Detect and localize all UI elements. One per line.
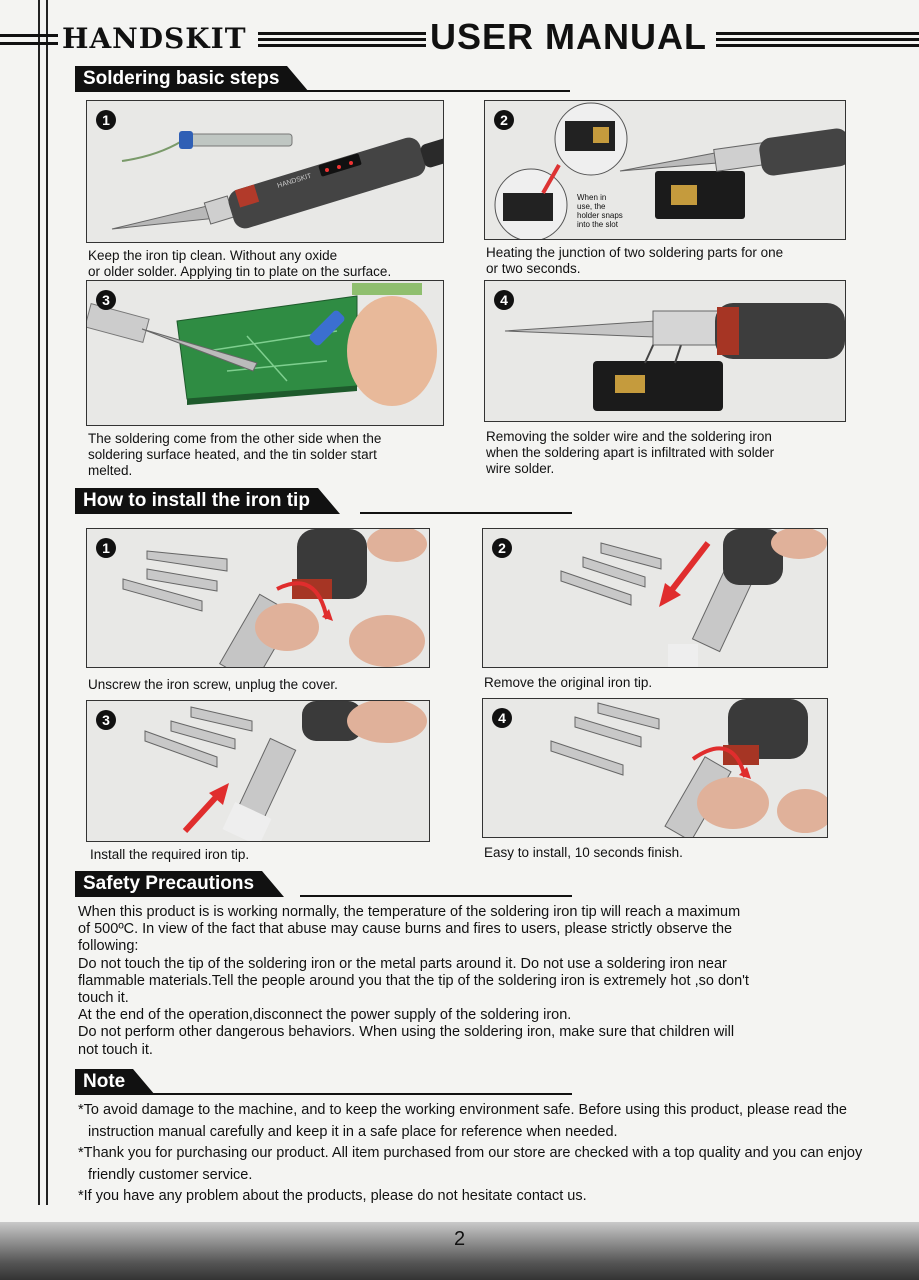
step-image-2 (484, 100, 846, 240)
safety-text (78, 904, 893, 1059)
step-caption (486, 245, 783, 277)
step-caption: Easy to install, 10 seconds finish. (484, 845, 683, 860)
note-item: *To avoid damage to the machine, and to keep the working environment safe. Before using this product, please read the instruction manual carefully and keep it in a safe place for reference when needed. (78, 1102, 847, 1140)
header-rule (0, 42, 58, 45)
safety-line: Do not touch the tip of the soldering iron or the metal parts around it. Do not use a soldering iron near (78, 955, 727, 972)
circuit-board-illustration (87, 281, 443, 425)
caption-line: Heating the junction of two soldering parts for one (486, 245, 784, 260)
step-number-badge: 4 (492, 708, 512, 728)
callout-line: into the slot (577, 220, 618, 229)
step-caption (88, 248, 391, 280)
caption-line: when the soldering apart is infiltrated with solder (486, 445, 775, 460)
header-rule (258, 38, 426, 41)
install-tip-illustration (87, 701, 429, 841)
step-caption: Unscrew the iron screw, unplug the cover. (88, 677, 338, 692)
step-image-4 (484, 280, 846, 422)
caption-line: melted. (88, 463, 133, 478)
caption-line: soldering surface heated, and the tin solder start (88, 447, 377, 462)
safety-line: not touch it. (78, 1041, 153, 1058)
caption-line: Removing the solder wire and the soldering iron (486, 429, 772, 444)
binding-rule (46, 0, 48, 1205)
caption-line: Keep the iron tip clean. Without any oxide (88, 248, 338, 263)
brand-logo: HANDSKIT (62, 22, 247, 55)
caption-line: The soldering come from the other side when the (88, 431, 382, 446)
caption-line: or two seconds. (486, 261, 581, 276)
note-item: *Thank you for purchasing our product. All item purchased from our store are checked with a top quality and you can enjoy friendly customer service. (78, 1145, 863, 1183)
section-rule (300, 895, 572, 897)
install-image-3 (86, 700, 430, 842)
binding-rule (38, 0, 40, 1205)
notes-list (78, 1100, 893, 1208)
install-image-4 (482, 698, 828, 838)
step-caption: Install the required iron tip. (90, 847, 250, 862)
step-image-1 (86, 100, 444, 243)
step-number-badge: 3 (96, 290, 116, 310)
page-number: 2 (453, 1228, 466, 1250)
unscrew-illustration (87, 529, 429, 667)
step-number-badge: 4 (494, 290, 514, 310)
safety-line: At the end of the operation,disconnect the power supply of the soldering iron. (78, 1007, 572, 1024)
step-number-badge: 1 (96, 110, 116, 130)
iron-holder-illustration (485, 101, 845, 239)
section-header-note: Note (75, 1069, 133, 1095)
install-image-1 (86, 528, 430, 668)
remove-tip-illustration (483, 529, 827, 667)
section-header-install-tip: How to install the iron tip (75, 488, 318, 514)
install-image-2 (482, 528, 828, 668)
note-item: *If you have any problem about the products, please do not hesitate contact us. (78, 1188, 587, 1204)
step-number-badge: 3 (96, 710, 116, 730)
page-title: USER MANUAL (430, 16, 707, 57)
callout-line: holder snaps (577, 211, 623, 220)
caption-line: or older solder. Applying tin to plate on the surface. (88, 264, 392, 279)
section-rule (148, 1093, 572, 1095)
header-rule (0, 34, 58, 37)
header-rule (716, 44, 919, 47)
section-header-basic-steps: Soldering basic steps (75, 66, 287, 92)
iron-in-holder-illustration (485, 281, 845, 421)
header-rule (258, 44, 426, 47)
section-header-safety: Safety Precautions (75, 871, 262, 897)
holder-callout (577, 193, 623, 229)
section-rule (360, 512, 572, 514)
step-number-badge: 2 (494, 110, 514, 130)
header-rule (258, 32, 426, 35)
safety-line: Do not perform other dangerous behaviors. When using the soldering iron, make sure that children will (78, 1024, 735, 1041)
section-rule (300, 90, 570, 92)
header-rule (716, 38, 919, 41)
iron-brand-label: HANDSKIT (276, 172, 313, 190)
step-caption (88, 431, 381, 479)
soldering-iron-illustration (87, 101, 443, 242)
callout-line: When in (577, 193, 607, 202)
safety-line: following: (78, 938, 139, 955)
safety-line: touch it. (78, 990, 129, 1007)
step-caption (486, 429, 774, 477)
safety-line: flammable materials.Tell the people around you that the tip of the soldering iron is extremely hot ,so don't (78, 972, 749, 989)
header-rule (716, 32, 919, 35)
safety-line: of 500ºC. In view of the fact that abuse may cause burns and fires to users, please strictly observe the (78, 921, 733, 938)
step-number-badge: 1 (96, 538, 116, 558)
step-image-3 (86, 280, 444, 426)
step-number-badge: 2 (492, 538, 512, 558)
callout-line: use, the (577, 202, 606, 211)
screw-tip-illustration (483, 699, 827, 837)
step-caption: Remove the original iron tip. (484, 675, 653, 690)
caption-line: wire solder. (486, 461, 555, 476)
safety-line: When this product is is working normally, the temperature of the soldering iron tip will reach a maximum (78, 904, 741, 920)
